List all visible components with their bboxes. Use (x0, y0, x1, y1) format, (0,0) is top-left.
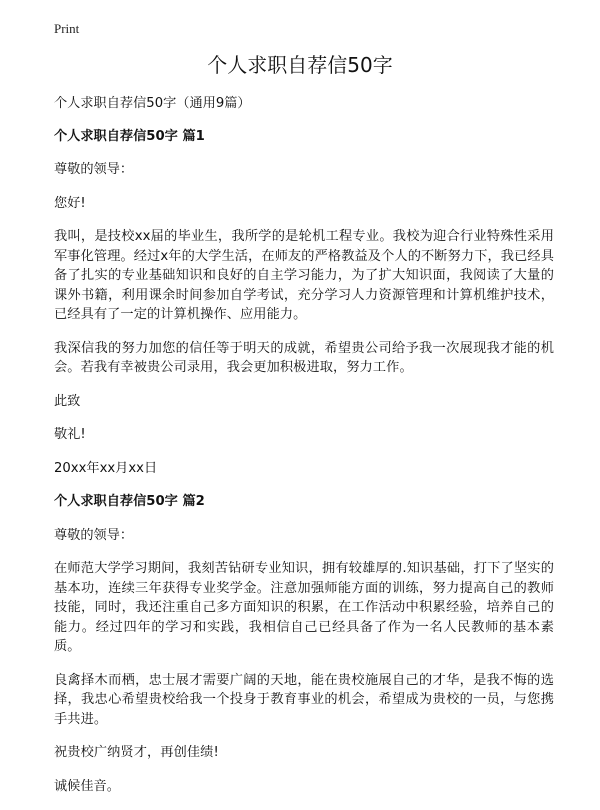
section-1-paragraph-2: 我深信我的努力加您的信任等于明天的成就，希望贵公司给予我一次展现我才能的机会。若我有幸被贵公司录用，我会更加积极进取，努力工作。 (54, 340, 554, 375)
document-body (54, 94, 554, 810)
document-subtitle: 个人求职自荐信50字（通用9篇） (54, 96, 251, 111)
section-2-salutation: 尊敬的领导： (54, 527, 134, 543)
document-title: 个人求职自荐信50字 (207, 53, 393, 77)
section-1-salutation: 尊敬的领导： (54, 162, 134, 177)
print-link[interactable]: Print (54, 21, 80, 36)
section-1-closing-1: 此致 (54, 393, 81, 409)
section-2-paragraph-2: 良禽择木而栖，忠士展才需要广阔的天地，能在贵校施展自己的才华，是我不悔的选择，我忠心希望贵校给我一个投身于教育事业的机会，希望成为贵校的一员，与您携手共进。 (54, 672, 554, 727)
section-2-paragraph-3: 祝贵校广纳贤才，再创佳绩! (54, 745, 219, 760)
section-1-closing-2: 敬礼! (54, 427, 86, 442)
section-1-date: 20xx年xx月xx日 (54, 460, 158, 476)
section-2-heading: 个人求职自荐信50字 篇2 (54, 494, 205, 509)
section-1-heading: 个人求职自荐信50字 篇1 (54, 128, 205, 144)
section-1-greeting: 您好! (54, 195, 86, 211)
section-2-closing-1: 诚候佳音。 (54, 778, 120, 794)
section-1-paragraph-1: 我叫，是技校xx届的毕业生，我所学的是轮机工程专业。我校为迎合行业特殊性采用军事化管理。经过x年的大学生活，在师友的严格教益及个人的不断努力下，我已经具备了扎实的专业基础知识和良好的自主学习能力，为了扩大知识面，我阅读了大量的课外书籍，利用课余时间参加自学考试，充分学习人力资源管理和计算机维护技术，已经具有了一定的计算机操作、应用能力。 (54, 229, 554, 322)
section-2-paragraph-1: 在师范大学学习期间，我刻苦钻研专业知识，拥有较雄厚的.知识基础，打下了坚实的基本功，连续三年获得专业奖学金。注意加强师能方面的训练，努力提高自己的教师技能，同时，我还注重自己多方面知识的积累，在工作活动中积累经验，培养自己的能力。经过四年的学习和实践，我相信自己已经具备了作为一名人民教师的基本素质。 (54, 561, 554, 654)
